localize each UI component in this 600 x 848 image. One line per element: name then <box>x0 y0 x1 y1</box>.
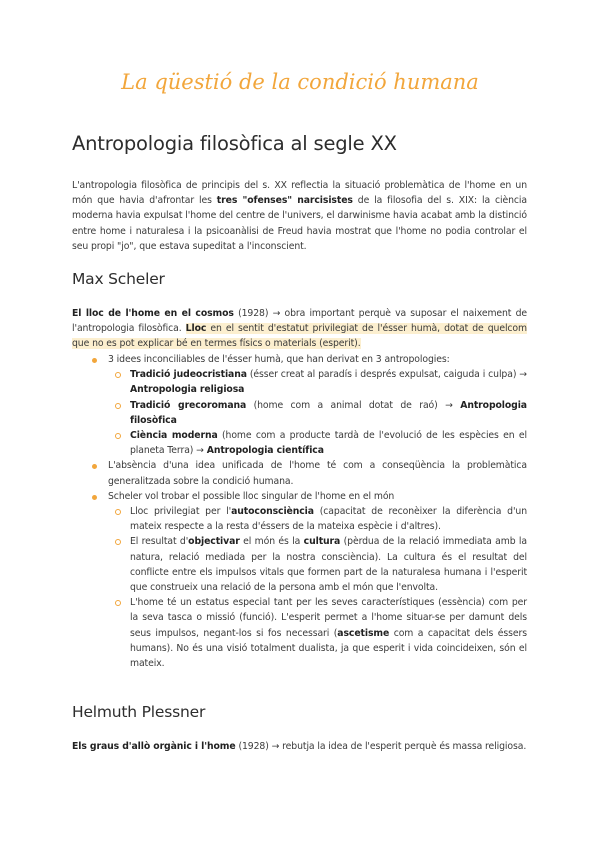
sub-list-item <box>130 398 527 428</box>
scheler-paragraph <box>72 306 527 352</box>
item3-s2-bold-1: objectivar <box>188 536 240 548</box>
intro-text-1: L'antropologia filosòfica de principis del s. XX reflectia la situació problemàtica de l'home en un món que havia d'afrontar les <box>72 180 527 207</box>
scheler-highlight-text: en el sentit d'estatut privilegiat de l'ésser humà, dotat de quelcom que no es pot explicar bé en termes físics o materials (esperit). <box>72 323 527 350</box>
scheler-highlight-bold: Lloc <box>185 323 207 335</box>
item3-s1-text-1: Lloc privilegiat per l' <box>130 506 232 518</box>
list-item <box>108 489 527 671</box>
list-item <box>108 458 527 488</box>
plessner-text: (1928) → rebutja la idea de l'esperit perquè és massa religiosa. <box>235 741 527 752</box>
item2-text: L'absència d'una idea unificada de l'home té com a conseqüència la problemàtica generalitzada sobre la condició humana. <box>108 460 527 487</box>
item3-s3-text-1: L'home té un estatus especial tant per les seves característiques (essència) com per la seva tasca o missió (funció). L'esperit permet a l'home situar-se per damunt dels seus impulsos, negant-los si fos necessari ( <box>130 597 527 639</box>
item3-text: Scheler vol trobar el possible lloc singular de l'home en el món <box>108 490 395 502</box>
sub-list <box>108 504 527 671</box>
item3-s3-text-2: com a capacitat dels éssers humans). No és una visió totalment dualista, ja que esperit i vida coincideixen, són el mateix. <box>130 627 527 670</box>
item1-s1-bold-2: Antropologia religiosa <box>130 384 245 396</box>
sub-list <box>108 367 527 458</box>
scheler-list <box>108 352 527 671</box>
list-item <box>108 352 527 458</box>
plessner-book-title: Els graus d'allò orgànic i l'home <box>72 741 236 752</box>
sub-list-item <box>130 367 527 397</box>
scheler-heading: Max Scheler <box>72 270 165 288</box>
item1-s3-bold-2: Antropologia científica <box>206 445 324 457</box>
intro-paragraph <box>72 178 527 254</box>
item1-text: 3 idees inconciliables de l'ésser humà, que han derivat en 3 antropologies: <box>108 354 450 365</box>
item1-s3-text: (home com a producte tardà de l'evolució de les espècies en el planeta Terra) → <box>130 430 527 457</box>
document-title: La qüestió de la condició humana <box>121 70 479 94</box>
item3-s2-bold-2: cultura <box>303 536 341 548</box>
item1-s2-bold-2: Antropologia filosòfica <box>130 399 527 426</box>
item3-s2-text-3: (pèrdua de la relació immediata amb la natura, relació mediada per la nostra consciència). La cultura és el resultat del conflicte entre els impulsos vitals que formen part de la naturalesa humana i l'esperit que construeix una relació de la persona amb el món que l'envolta. <box>130 536 527 594</box>
item1-s3-bold: Ciència moderna <box>130 430 218 442</box>
item3-s3-bold: ascetisme <box>337 627 390 639</box>
item3-s1-bold: autoconsciència <box>231 506 314 518</box>
item3-s2-text-1: El resultat d' <box>130 536 189 548</box>
intro-text-2: de la filosofia del s. XIX: la ciència moderna havia expulsat l'home del centre de l'univers, el darwinisme havia acabat amb la distinció entre home i naturalesa i la psicoanàlisi de Freud havia mostrat que l'home no podia controlar el seu propi "jo", que estava supeditat a l'inconscient. <box>72 195 527 252</box>
sub-list-item <box>130 504 527 534</box>
item3-s2-text-2: el món és la <box>239 536 304 548</box>
item1-s1-bold: Tradició judeocristiana <box>130 369 247 381</box>
section-heading: Antropologia filosòfica al segle XX <box>72 132 397 155</box>
scheler-text-1: (1928) → obra important perquè va suposar el naixement de l'antropologia filosòfica. <box>72 308 527 335</box>
item1-s2-bold: Tradició grecoromana <box>130 399 247 411</box>
item3-s1-text-2: (capacitat de reconèixer la diferència d'un mateix respecte a la resta d'éssers de la mateixa espècie i d'altres). <box>130 506 527 533</box>
scheler-book-title: El lloc de l'home en el cosmos <box>72 308 234 319</box>
sub-list-item <box>130 534 527 595</box>
plessner-heading: Helmuth Plessner <box>72 703 206 721</box>
plessner-paragraph <box>72 739 527 754</box>
sub-list-item <box>130 428 527 458</box>
intro-bold: tres "ofenses" narcisistes <box>216 195 353 207</box>
sub-list-item <box>130 595 527 671</box>
item1-s1-text: (ésser creat al paradís i després expulsat, caiguda i culpa) → <box>246 369 528 381</box>
item1-s2-text: (home com a animal dotat de raó) → <box>246 399 461 411</box>
